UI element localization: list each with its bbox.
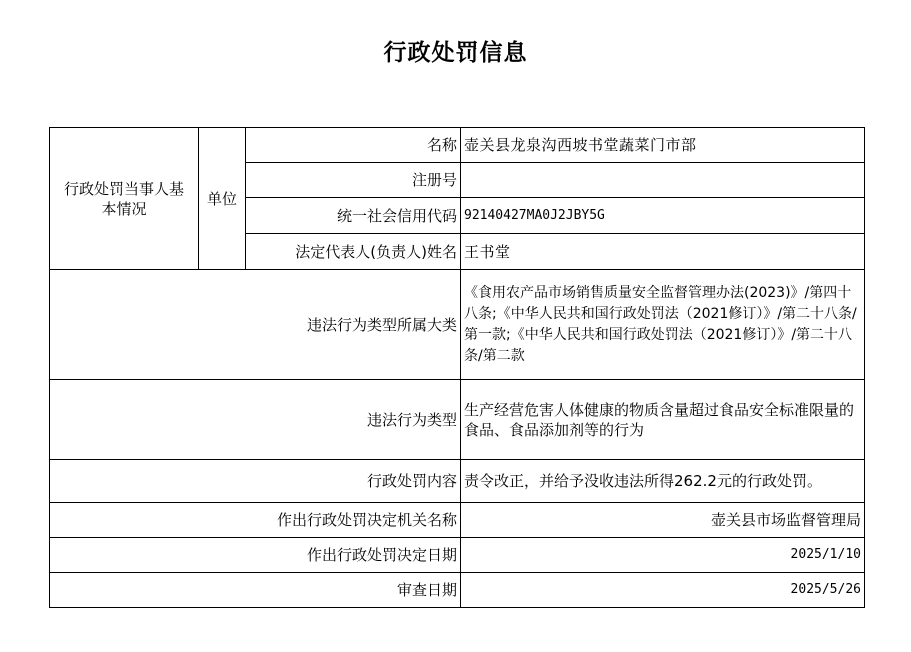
- violation-category-value: 《食用农产品市场销售质量安全监督管理办法(2023)》/第四十八条;《中华人民共和国行政处罚法（2021修订）》/第二十八条/第一款;《中华人民共和国行政处罚法（2021修订）》/第二十八条/第二款: [461, 270, 865, 380]
- review-date-label: 审查日期: [50, 573, 461, 608]
- authority-label: 作出行政处罚决定机关名称: [50, 503, 461, 538]
- penalty-content-value: 责令改正，并给予没收违法所得262.2元的行政处罚。: [461, 460, 865, 503]
- table-row-violation-category: [50, 270, 865, 380]
- penalty-content-label: 行政处罚内容: [50, 460, 461, 503]
- authority-value: 壶关县市场监督管理局: [461, 503, 865, 538]
- violation-type-value: 生产经营危害人体健康的物质含量超过食品安全标准限量的食品、食品添加剂等的行为: [461, 380, 865, 460]
- table-row-authority: [50, 503, 865, 538]
- name-value: 壶关县龙泉沟西坡书堂蔬菜门市部: [461, 128, 865, 163]
- review-date-value: 2025/5/26: [461, 573, 865, 608]
- registration-number-label: 注册号: [246, 163, 461, 198]
- page-title: 行政处罚信息: [383, 40, 528, 66]
- violation-type-label: 违法行为类型: [50, 380, 461, 460]
- unit-label: 单位: [199, 128, 246, 270]
- table-row-review-date: [50, 573, 865, 608]
- violation-category-label: 违法行为类型所属大类: [50, 270, 461, 380]
- table-row-penalty-content: [50, 460, 865, 503]
- decision-date-value: 2025/1/10: [461, 538, 865, 573]
- party-section-label: 行政处罚当事人基本情况: [50, 128, 199, 270]
- table-row-violation-type: [50, 380, 865, 460]
- name-label: 名称: [246, 128, 461, 163]
- credit-code-label: 统一社会信用代码: [246, 198, 461, 234]
- legal-representative-label: 法定代表人(负责人)姓名: [246, 234, 461, 270]
- penalty-info-table: [49, 127, 865, 608]
- table-row-decision-date: [50, 538, 865, 573]
- table-row-name: [50, 128, 865, 163]
- legal-representative-value: 王书堂: [461, 234, 865, 270]
- decision-date-label: 作出行政处罚决定日期: [50, 538, 461, 573]
- registration-number-value: [461, 163, 865, 198]
- credit-code-value: 92140427MA0J2JBY5G: [461, 198, 865, 234]
